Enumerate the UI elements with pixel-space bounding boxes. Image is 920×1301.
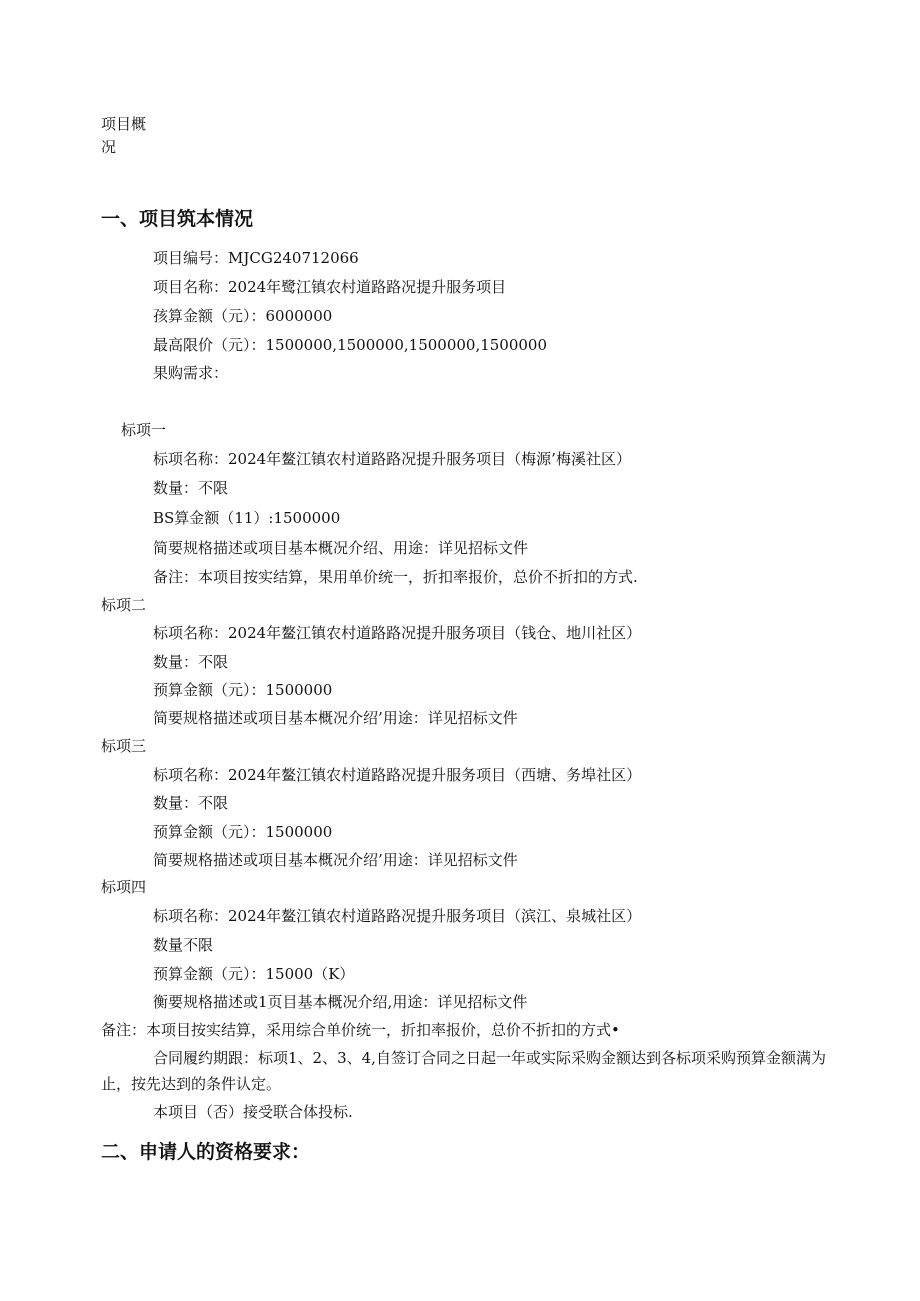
overview-label-line1: 项目概 — [101, 115, 147, 133]
lot1-title: 标项一 — [121, 421, 167, 439]
section2-heading: 二、申请人的资格要求： — [101, 1141, 311, 1163]
lot2-quantity: 数量：不限 — [153, 653, 229, 671]
lot2-budget: 预算金额（元）：1500000 — [153, 681, 333, 699]
lot1-name: 标项名称：2024年鳌江镇农村道路路况提升服务项目（梅源’梅溪社区） — [153, 450, 631, 468]
consortium-statement: 本项目（否）接受联合体投标. — [153, 1103, 353, 1121]
lot3-budget: 预算金额（元）：1500000 — [153, 823, 333, 841]
lot2-title: 标项二 — [101, 596, 147, 614]
overview-label-line2: 况 — [101, 138, 117, 156]
lot3-name: 标项名称：2024年鳌江镇农村道路路况提升服务项目（西塘、务埠社区） — [153, 766, 642, 784]
project-number: 项目编号：MJCG240712066 — [153, 249, 359, 267]
lot3-description: 简要规格描述或项目基本概况介绍’用途：详见招标文件 — [153, 851, 518, 869]
lot1-quantity: 数量：不限 — [153, 479, 229, 497]
lot3-quantity: 数量：不限 — [153, 794, 229, 812]
lot1-description: 简要规格描述或项目基本概况介绍、用途：详见招标文件 — [153, 539, 529, 557]
lot4-budget: 预算金额（元）：15000（K） — [153, 965, 355, 983]
lot1-note: 备注：本项目按实结算，果用单价统一，折扣率报价，总价不折扣的方式. — [153, 568, 638, 586]
lot4-description: 衡要规格描述或1页目基本概况介绍,用途：详见招标文件 — [153, 993, 528, 1011]
lot4-quantity: 数量不限 — [153, 936, 214, 954]
lot4-name: 标项名称：2024年鳌江镇农村道路路况提升服务项目（滨江、泉城社区） — [153, 907, 642, 925]
project-name: 项目名称：2024年鹭江镇农村道路路况提升服务项目 — [153, 278, 507, 296]
budget-amount: 孩算金额（元）：6000000 — [153, 307, 333, 325]
max-price: 最高限价（元）：1500000,1500000,1500000,1500000 — [153, 336, 548, 354]
lot3-title: 标项三 — [101, 737, 147, 755]
lot2-description: 简要规格描述或项目基本概况介绍’用途：详见招标文件 — [153, 709, 518, 727]
lot2-name: 标项名称：2024年鳌江镇农村道路路况提升服务项目（钱仓、地川社区） — [153, 624, 642, 642]
general-note: 备注：本项目按实结算，采用综合单价统一，折扣率报价，总价不折扣的方式• — [101, 1021, 620, 1039]
contract-period: 合同履约期跟：标项1、2、3、4,自签订合同之日起一年或实际采购金额达到各标项采购预算金额满为止，按先达到的条件认定。 — [101, 1049, 826, 1093]
section1-heading: 一、项目筑本情况 — [101, 208, 254, 230]
lot1-budget: BS算金额（11）:1500000 — [153, 509, 341, 527]
lot4-title: 标项四 — [101, 878, 147, 896]
procurement-demand: 果购需求： — [153, 364, 229, 382]
